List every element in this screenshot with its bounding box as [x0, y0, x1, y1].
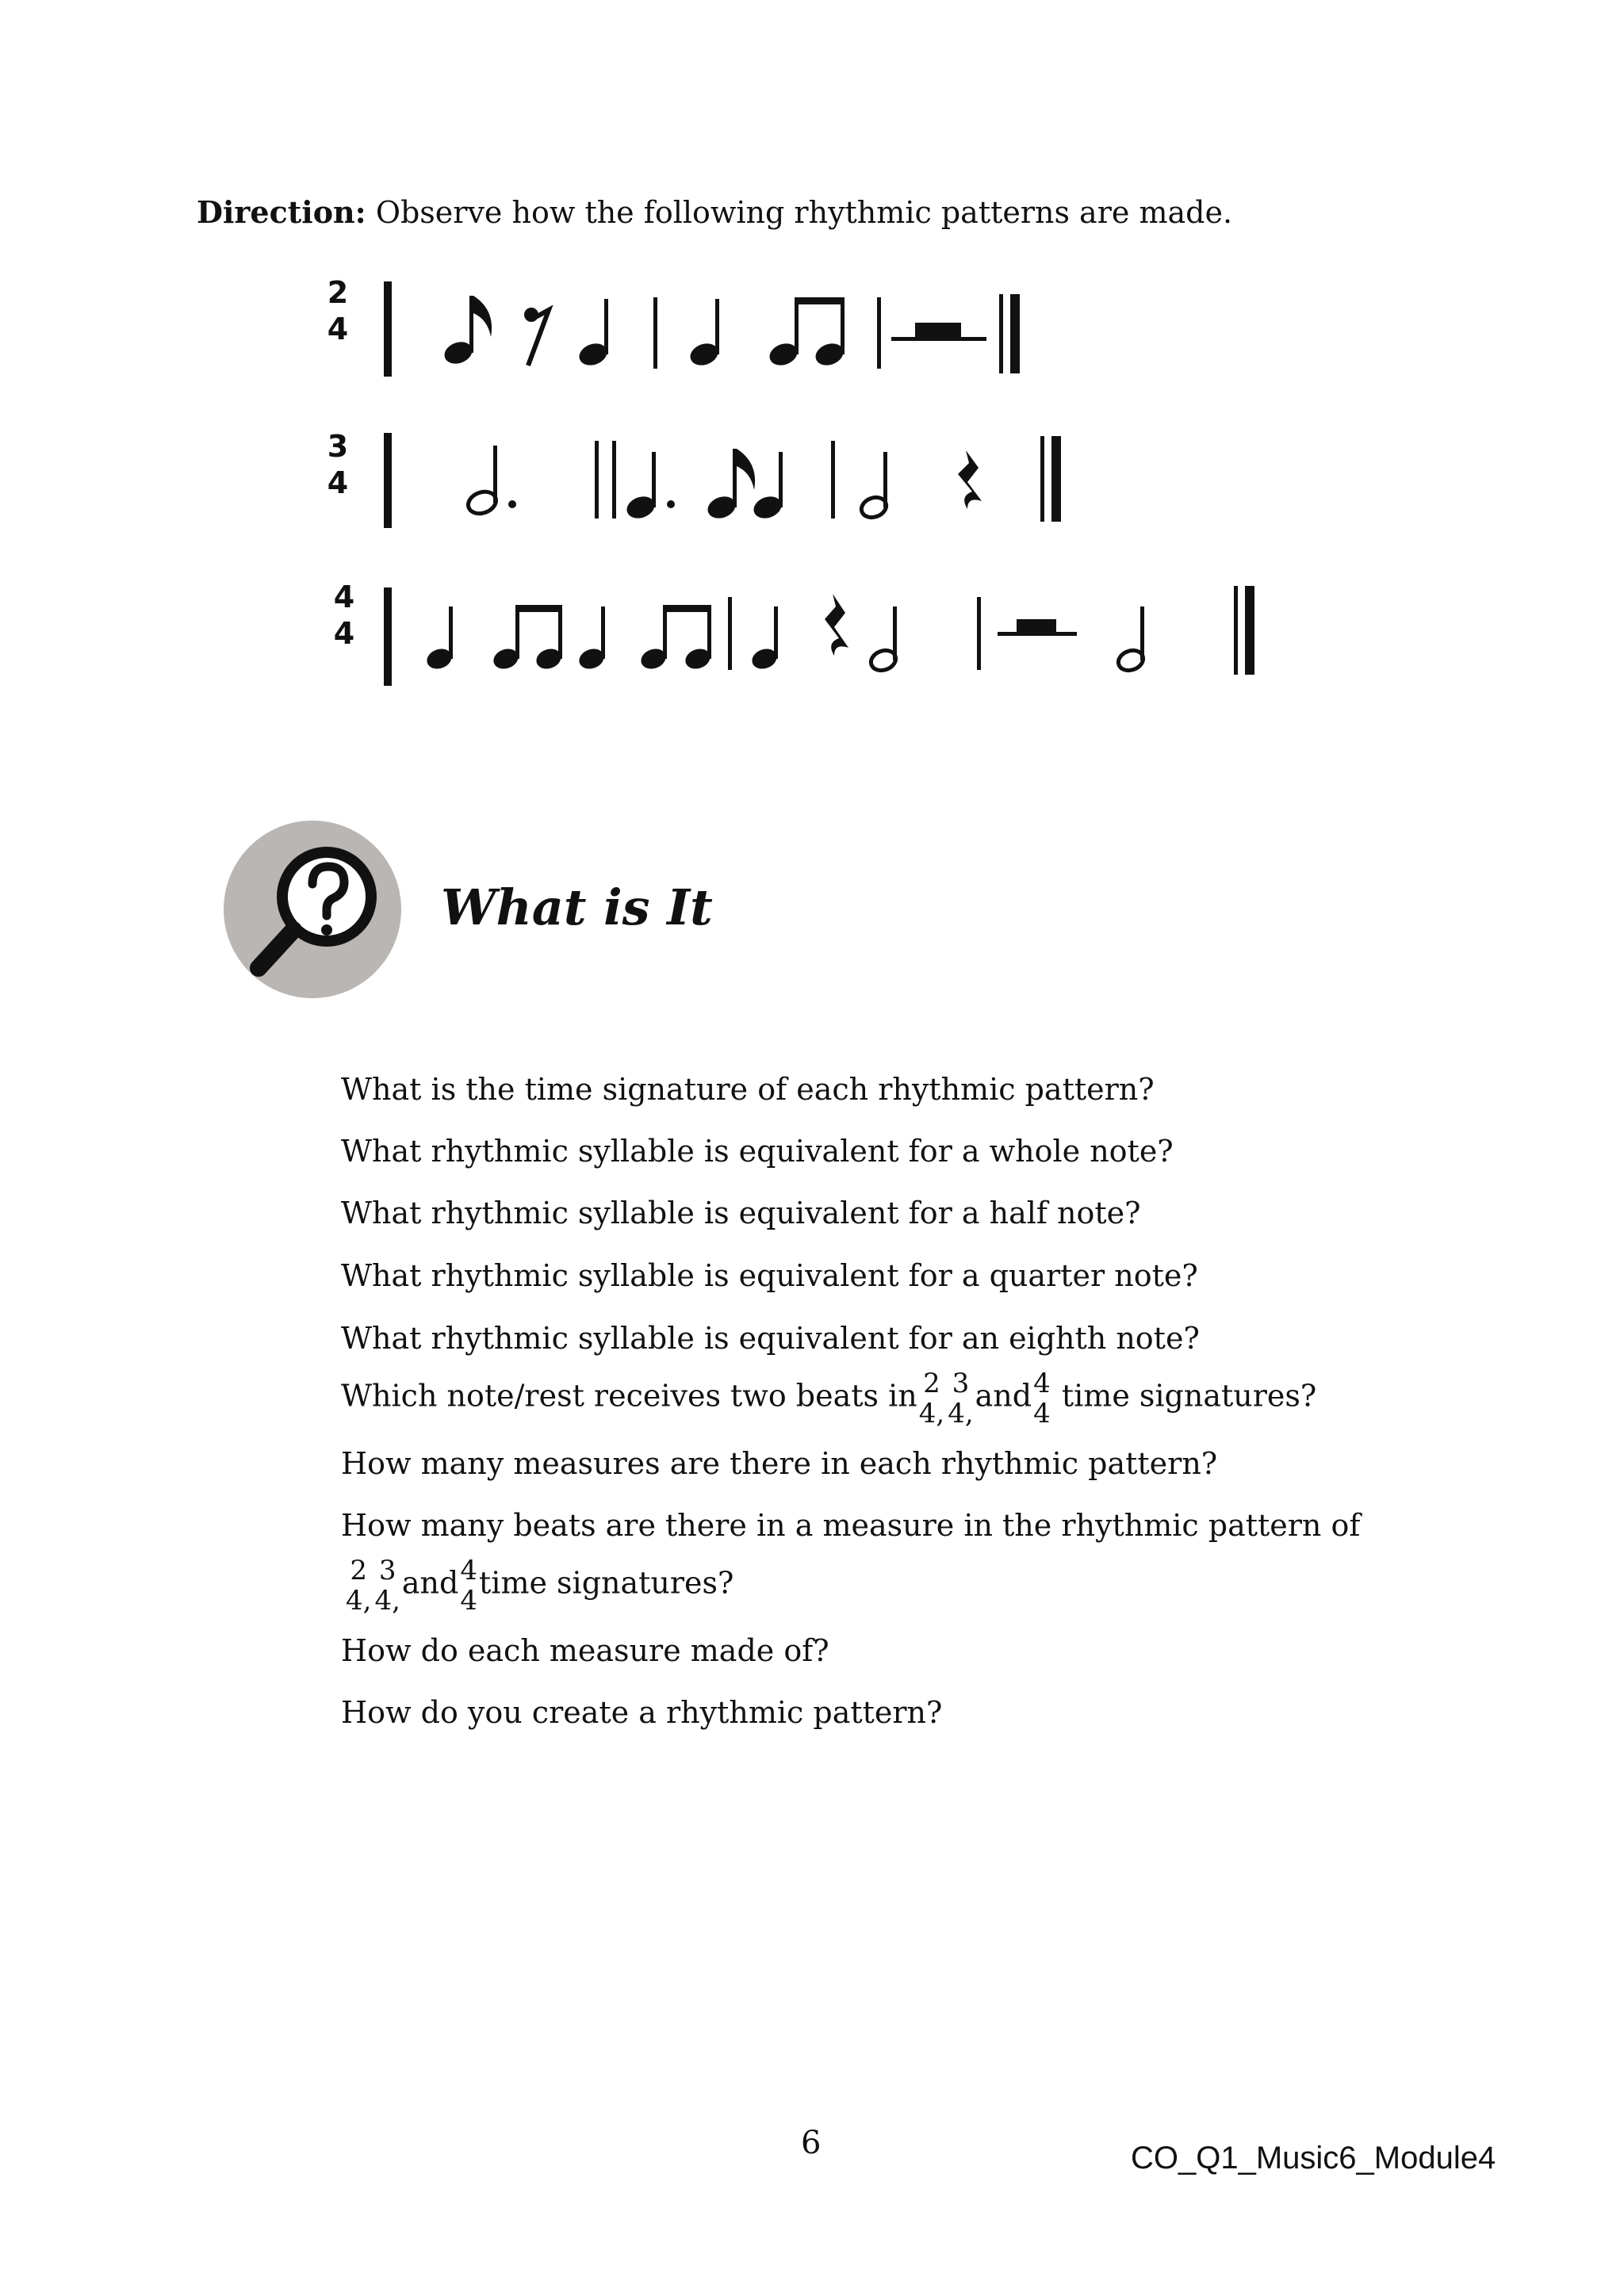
time-signature-2-4	[322, 274, 354, 347]
question-9: How do each measure made of?	[341, 1633, 829, 1668]
fraction-4-4: 4 4	[460, 1555, 478, 1617]
question-3: What rhythmic syllable is equivalent for a half note?	[341, 1196, 1141, 1230]
direction-label: Direction:	[197, 194, 366, 230]
ts-bottom: 4	[327, 312, 349, 346]
fraction-3-4: 3 4,	[948, 1368, 974, 1429]
ts-bottom: 4	[327, 465, 349, 500]
time-signature-3-4	[322, 428, 354, 501]
question-8-continued	[344, 1556, 733, 1616]
direction-text	[197, 194, 1232, 230]
question-6-text: Which note/rest receives two beats in	[341, 1378, 917, 1414]
question-6	[341, 1368, 1316, 1429]
direction-body: Observe how the following rhythmic patterns are made.	[375, 195, 1233, 230]
fraction-4-4: 4 4	[1033, 1368, 1051, 1429]
section-title: What is It	[441, 878, 713, 936]
question-6-tail: time signatures?	[1061, 1378, 1317, 1414]
question-1: What is the time signature of each rhythmic pattern?	[341, 1072, 1155, 1107]
page-number: 6	[801, 2125, 822, 2161]
question-8: How many beats are there in a measure in the rhythmic pattern of	[341, 1508, 1361, 1543]
question-2: What rhythmic syllable is equivalent for a whole note?	[341, 1134, 1174, 1169]
fraction-2-4: 2 4,	[918, 1368, 945, 1429]
fraction-3-4: 3 4,	[374, 1555, 400, 1617]
rhythm-pattern-3-4	[373, 428, 1086, 539]
ts-bottom: 4	[333, 616, 355, 651]
ts-top: 3	[327, 429, 349, 464]
question-4: What rhythmic syllable is equivalent for a quarter note?	[341, 1258, 1198, 1293]
question-8-tail: time signatures?	[479, 1565, 734, 1601]
question-5: What rhythmic syllable is equivalent for an eighth note?	[341, 1321, 1200, 1356]
ts-top: 4	[333, 580, 355, 614]
magnifier-question-icon	[224, 821, 401, 998]
fraction-2-4: 2 4,	[346, 1555, 372, 1617]
time-signature-4-4	[328, 579, 360, 652]
question-7: How many measures are there in each rhythmic pattern?	[341, 1446, 1218, 1481]
question-8-and: and	[401, 1565, 459, 1601]
ts-top: 2	[327, 275, 349, 310]
question-10: How do you create a rhythmic pattern?	[341, 1695, 943, 1730]
question-6-and: and	[975, 1378, 1032, 1414]
module-code: CO_Q1_Music6_Module4	[1131, 2141, 1496, 2175]
rhythm-pattern-2-4	[373, 274, 1086, 385]
rhythm-pattern-4-4	[373, 583, 1293, 694]
